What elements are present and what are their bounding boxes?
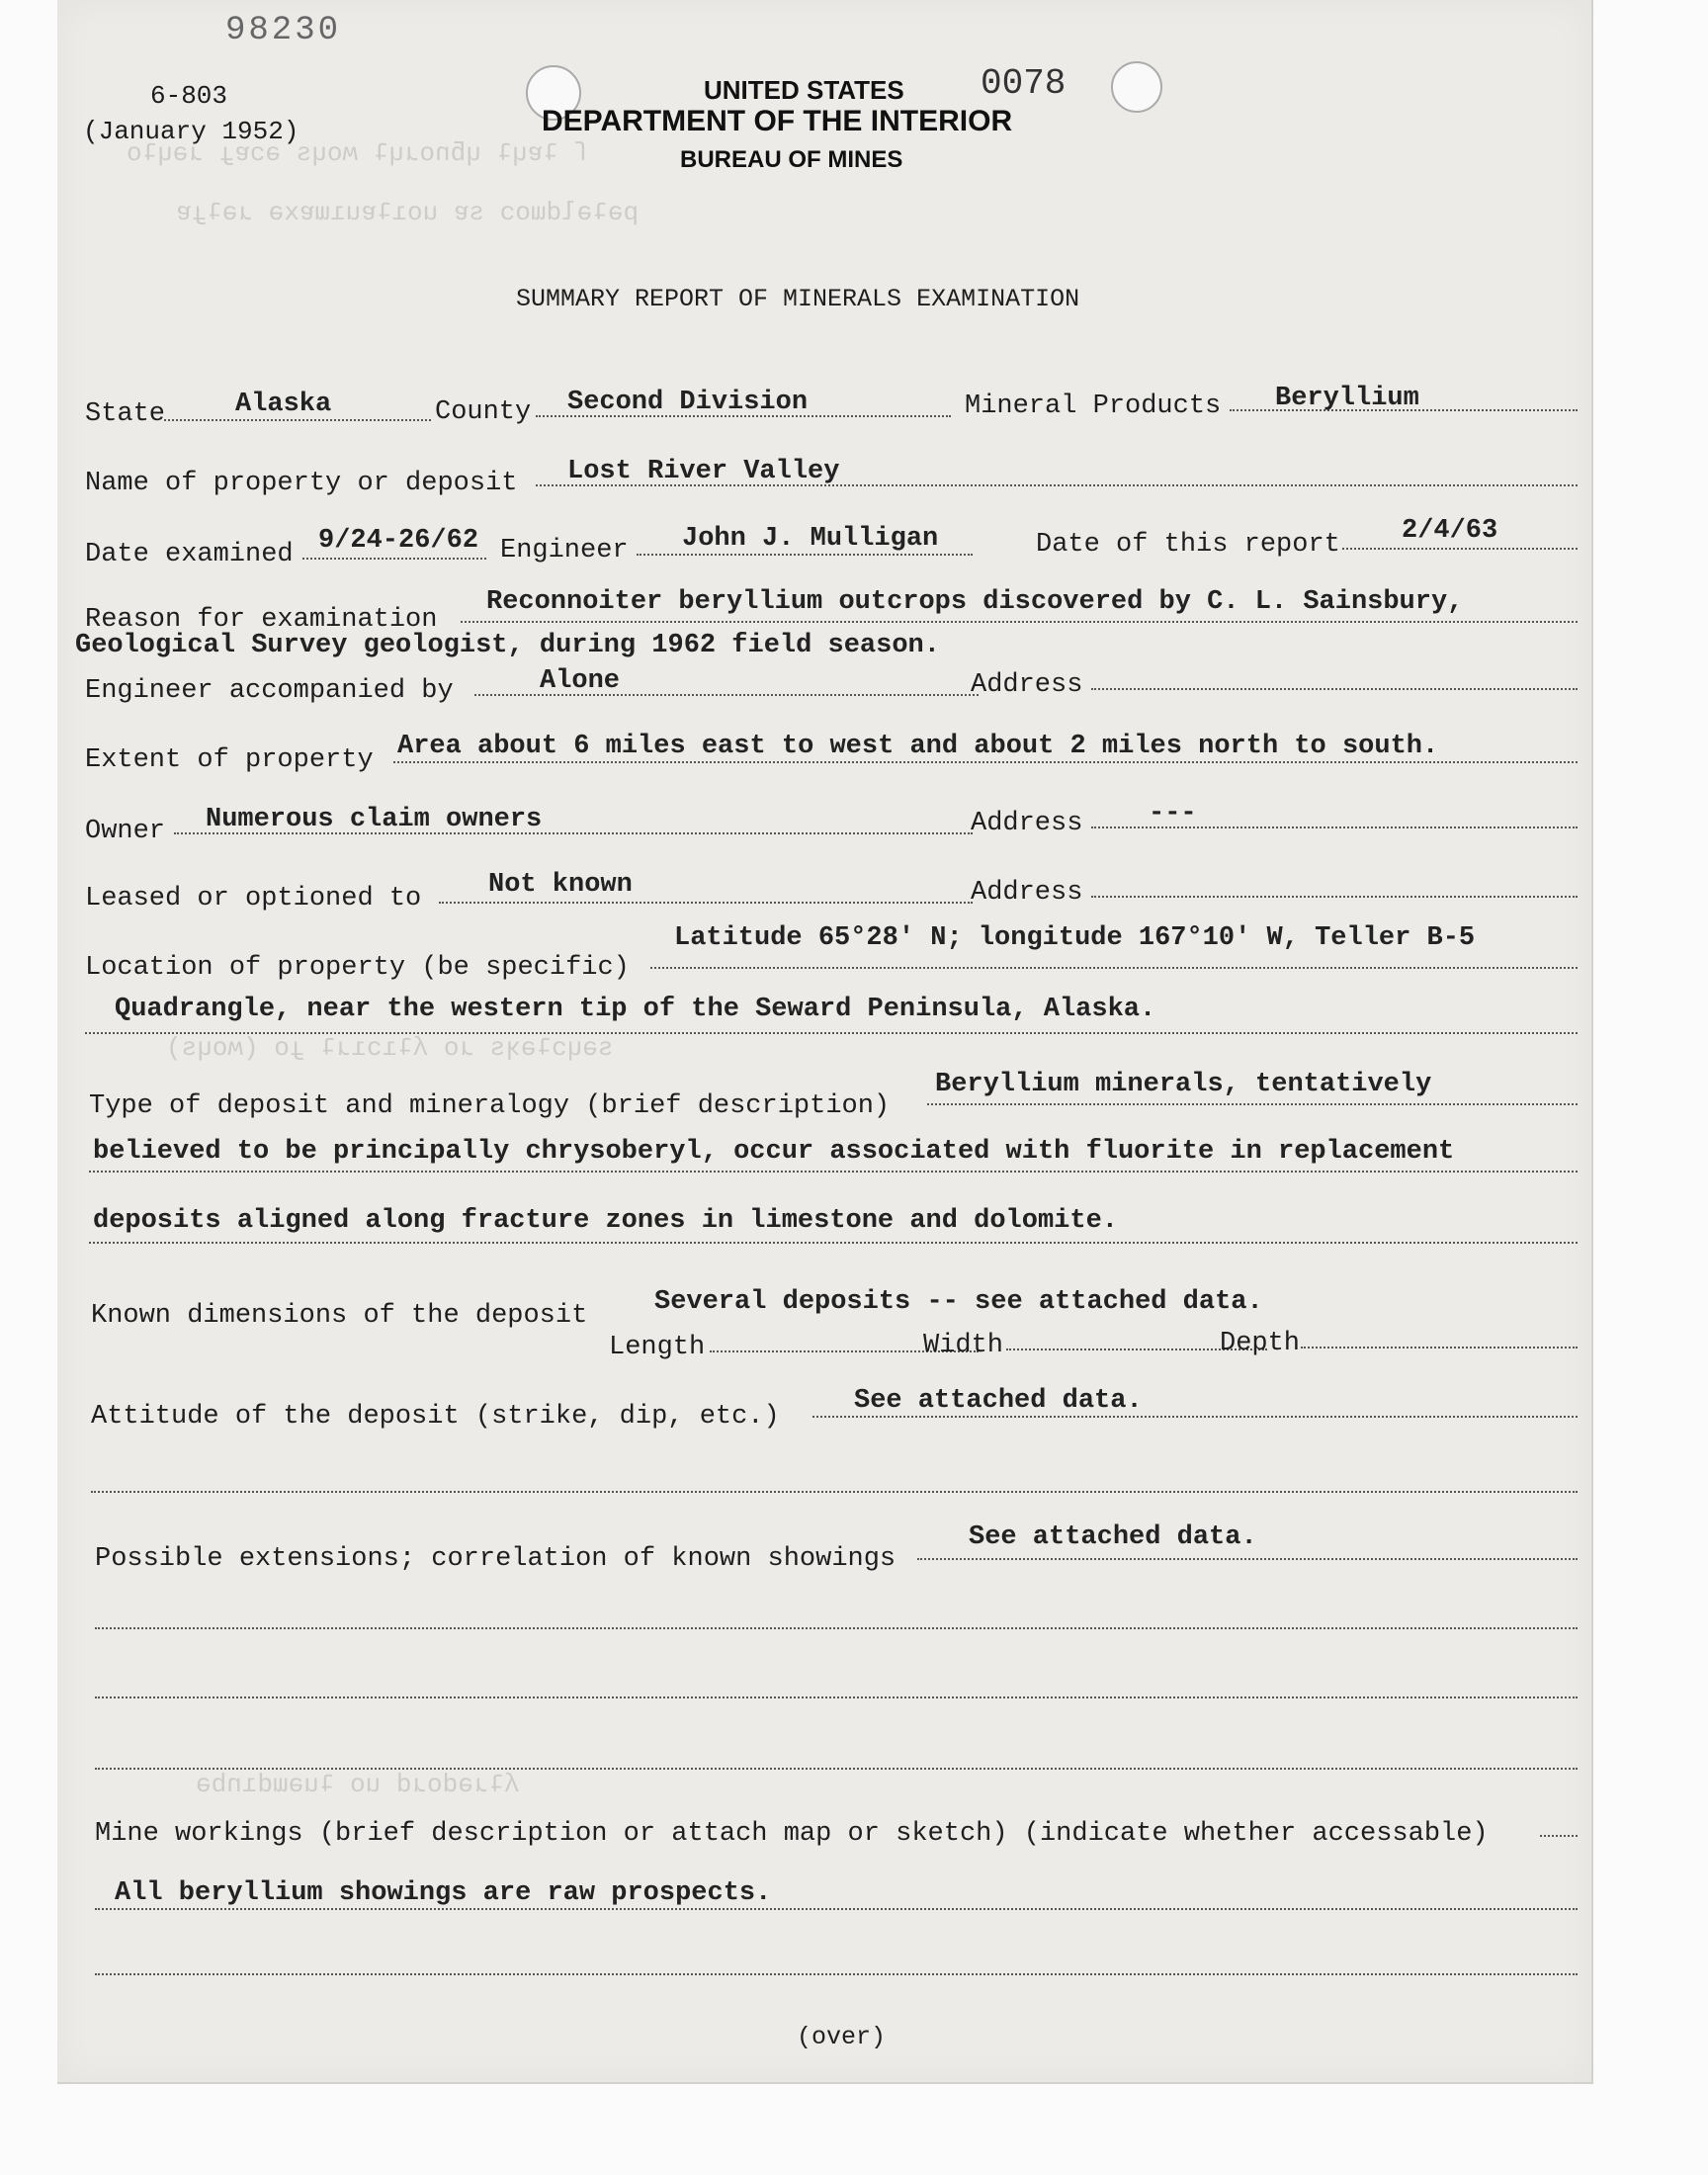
mineral-products-value: Beryllium — [1275, 384, 1419, 413]
top-stamp-number: 98230 — [225, 12, 342, 49]
dimensions-label: Known dimensions of the deposit — [91, 1301, 588, 1331]
reason-value-line1: Reconnoiter beryllium outcrops discovered by C. L. Sainsbury, — [486, 587, 1464, 617]
bleed-through-text: ſ ʇɐɥʇ ɥƃnoɹɥʇ ʍoɥs ǝɔɐɟ ɹǝɥʇo — [127, 138, 590, 168]
deposit-type-value-line2: believed to be principally chrysoberyl, occur associated with fluorite in replacement — [93, 1137, 1455, 1167]
accompanied-label: Engineer accompanied by — [85, 676, 454, 706]
form-title: SUMMARY REPORT OF MINERALS EXAMINATION — [516, 285, 1080, 313]
accompanied-address-label: Address — [971, 670, 1083, 700]
form-page — [57, 0, 1593, 2084]
leased-value: Not known — [488, 870, 633, 900]
location-value-line2: Quadrangle, near the western tip of the Seward Peninsula, Alaska. — [115, 995, 1156, 1024]
report-date-value: 2/4/63 — [1402, 516, 1498, 546]
extensions-label: Possible extensions; correlation of known showings — [95, 1544, 897, 1574]
extent-label: Extent of property — [85, 745, 374, 775]
property-name-value: Lost River Valley — [567, 457, 840, 486]
dimensions-value: Several deposits -- see attached data. — [654, 1287, 1263, 1317]
owner-address-value: --- — [1149, 799, 1197, 828]
date-examined-value: 9/24-26/62 — [318, 526, 479, 556]
attitude-label: Attitude of the deposit (strike, dip, etc.) — [91, 1402, 780, 1432]
punch-hole — [1111, 61, 1162, 113]
engineer-label: Engineer — [500, 536, 629, 566]
state-label: State — [85, 399, 166, 429]
extensions-value: See attached data. — [969, 1522, 1257, 1552]
deposit-type-value-line3: deposits aligned along fracture zones in limestone and dolomite. — [93, 1206, 1118, 1236]
county-label: County — [435, 397, 532, 427]
owner-value: Numerous claim owners — [206, 805, 543, 834]
bleed-through-text: ʎʇɹǝdoɹd uo ʇuǝɯdınbǝ — [196, 1770, 520, 1799]
stamp-number: 0078 — [981, 63, 1067, 104]
property-name-label: Name of property or deposit — [85, 469, 518, 498]
bleed-through-text: sǝɥɔʇǝʞs ɹo ʎʇıɔıɹʇ ɟo (ʍoɥs) — [166, 1033, 614, 1063]
leased-address-label: Address — [971, 878, 1083, 908]
width-label: Width — [923, 1331, 1004, 1360]
workings-label: Mine workings (brief description or attach map or sketch) (indicate whether accessable) — [95, 1819, 1489, 1849]
reason-value-line2: Geological Survey geologist, during 1962 field season. — [75, 631, 940, 660]
workings-value: All beryllium showings are raw prospects. — [115, 1878, 772, 1908]
deposit-type-label: Type of deposit and mineralogy (brief description) — [89, 1091, 891, 1121]
report-date-label: Date of this report — [1036, 530, 1340, 560]
form-number: 6-803 — [150, 81, 228, 111]
depth-label: Depth — [1220, 1329, 1301, 1358]
bleed-through-text: pǝʇǝldɯoɔ sɐ uoıʇɐuıɯɐxǝ ɹǝʇɟɐ — [176, 198, 640, 227]
county-value: Second Division — [567, 388, 809, 417]
footer-over: (over) — [797, 2023, 887, 2051]
date-examined-label: Date examined — [85, 540, 294, 569]
agency-line-2: DEPARTMENT OF THE INTERIOR — [542, 105, 1013, 137]
deposit-type-value-line1: Beryllium minerals, tentatively — [935, 1070, 1432, 1099]
accompanied-value: Alone — [540, 666, 621, 696]
location-value-line1: Latitude 65°28' N; longitude 167°10' W, Teller B-5 — [674, 923, 1476, 953]
form-date: (January 1952) — [83, 117, 299, 146]
owner-label: Owner — [85, 817, 166, 846]
agency-line-1: UNITED STATES — [704, 75, 904, 105]
location-label: Location of property (be specific) — [85, 953, 630, 983]
extent-value: Area about 6 miles east to west and about 2 miles north to south. — [397, 732, 1439, 761]
leased-label: Leased or optioned to — [85, 884, 422, 914]
attitude-value: See attached data. — [854, 1386, 1143, 1416]
agency-line-3: BUREAU OF MINES — [680, 146, 903, 173]
owner-address-label: Address — [971, 809, 1083, 838]
mineral-products-label: Mineral Products — [965, 392, 1222, 421]
length-label: Length — [609, 1333, 706, 1362]
state-value: Alaska — [235, 390, 332, 419]
engineer-value: John J. Mulligan — [682, 524, 939, 554]
reason-label: Reason for examination — [85, 605, 438, 635]
